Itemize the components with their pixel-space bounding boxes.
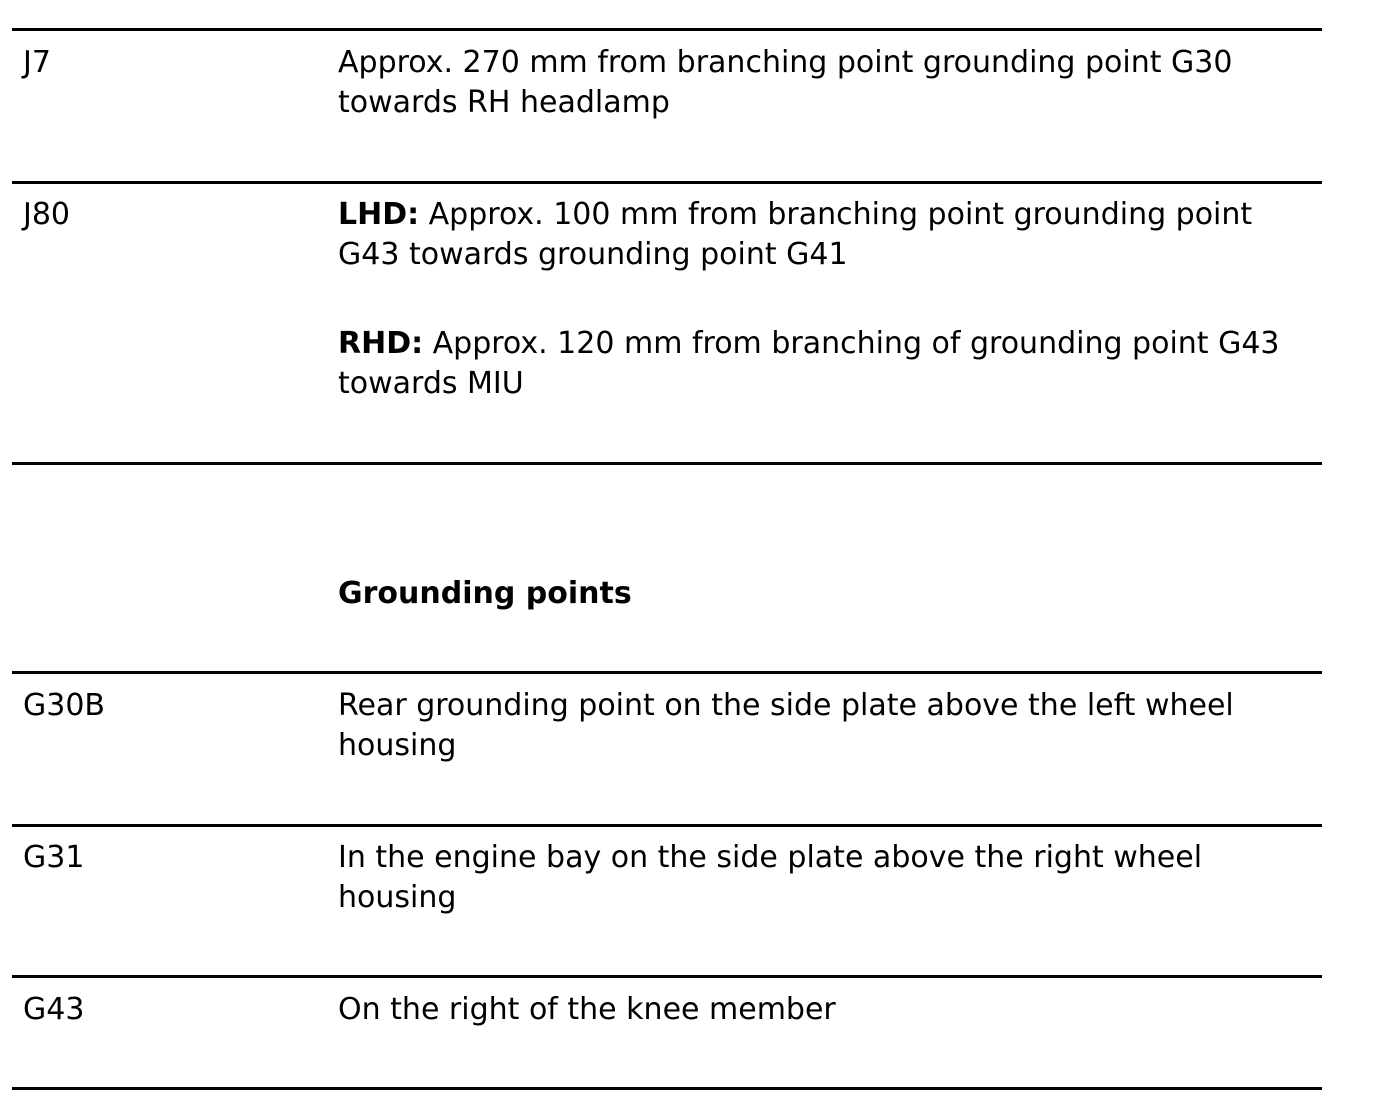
row-description: Approx. 270 mm from branching point grounding point G30 towards RH headlamp — [338, 45, 1233, 120]
row-code: G43 — [23, 992, 85, 1027]
row-description: In the engine bay on the side plate above the right wheel housing — [338, 840, 1203, 915]
table-rule — [12, 975, 1322, 978]
row-code: J80 — [23, 197, 71, 232]
row-code: G31 — [23, 840, 85, 875]
row-description-rhd — [338, 324, 1313, 404]
table-rule — [12, 28, 1322, 31]
rhd-text: Approx. 120 mm from branching of grounding point G43 towards MIU — [338, 326, 1280, 401]
row-code: G30B — [23, 688, 106, 723]
table-rule — [12, 462, 1322, 465]
table-rule — [12, 671, 1322, 674]
row-description-lhd — [338, 195, 1313, 275]
table-rule — [12, 181, 1322, 184]
rhd-label: RHD: — [338, 326, 424, 361]
lhd-label: LHD: — [338, 197, 420, 232]
table-rule — [12, 1087, 1322, 1090]
row-code: J7 — [23, 45, 51, 80]
lhd-text: Approx. 100 mm from branching point grounding point G43 towards grounding point G41 — [338, 197, 1253, 272]
table-rule — [12, 824, 1322, 827]
row-description: Rear grounding point on the side plate above the left wheel housing — [338, 688, 1234, 763]
section-heading: Grounding points — [338, 576, 632, 611]
row-description: On the right of the knee member — [338, 992, 836, 1027]
